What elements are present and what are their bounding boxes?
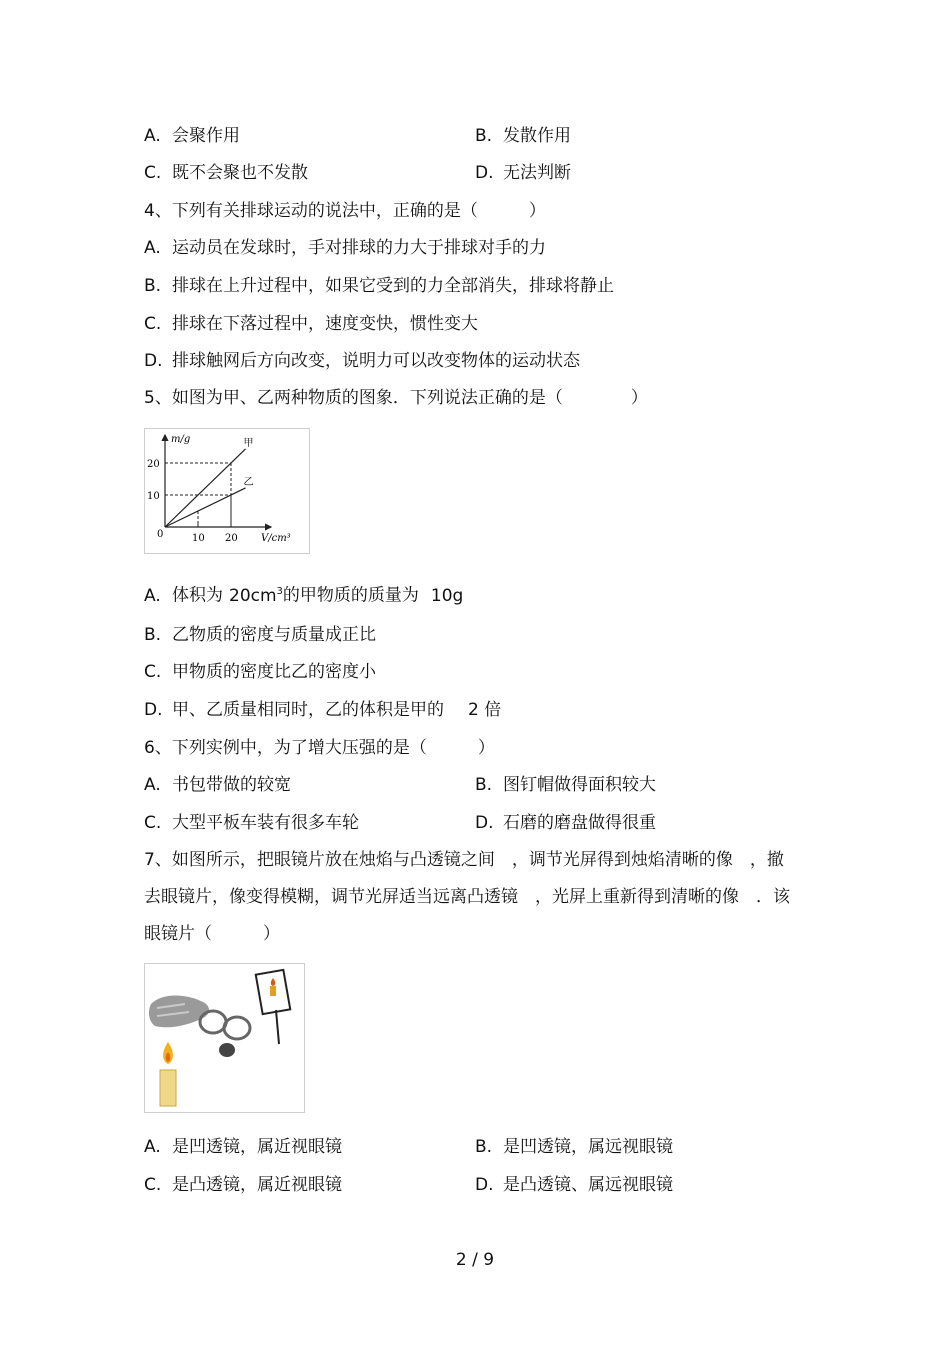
option-text: 的甲物质的质量为 [282,585,419,606]
option-text: 体积为 [172,585,223,606]
q7-stem-line-3: 眼镜片（ ） [144,924,280,944]
q4-option-a [144,237,546,259]
q5-option-a [144,581,463,607]
q5-option-c [144,661,376,683]
candle-image-icon [270,986,276,996]
option-text: 是凸透镜，属近视眼镜 [172,1175,342,1195]
option-text: 大型平板车装有很多车轮 [172,813,359,833]
option-text: 排球在下落过程中，速度变快，惯性变大 [172,314,478,334]
y-tick-label: 10 [147,491,160,502]
q4-option-b [144,275,614,297]
q6-option-c [144,812,359,834]
option-letter: D. [475,1175,494,1195]
candle-icon [160,1070,176,1106]
option-b-row [475,125,571,147]
y-tick-label: 20 [147,459,160,470]
option-text: 是凸透镜、属远视眼镜 [503,1175,673,1195]
candle-lens-screen-figure [144,963,305,1113]
option-letter: C. [144,163,162,183]
option-text: 无法判断 [503,163,571,183]
option-letter: D. [144,351,163,371]
option-letter: C. [144,662,162,682]
option-text: 图钉帽做得面积较大 [503,775,656,795]
origin-label: 0 [157,529,164,540]
option-text: 排球在上升过程中，如果它受到的力全部消失，排球将静止 [172,276,614,296]
q6-option-d [475,812,656,834]
option-letter: C. [144,813,162,833]
option-letter: D. [475,813,494,833]
option-text: 会聚作用 [172,126,240,146]
option-text: 乙物质的密度与质量成正比 [172,625,376,645]
q7-option-b [475,1136,673,1158]
option-letter: C. [144,1175,162,1195]
option-a-row [144,125,240,147]
ratio-value: 2 倍 [468,700,502,720]
q4-option-d [144,350,580,372]
graph-svg [145,429,309,553]
q7-option-c [144,1174,342,1196]
page-number: 2 / 9 [455,1250,495,1270]
option-letter: B. [475,775,493,795]
option-text: 甲物质的密度比乙的密度小 [172,662,376,682]
series-line-1 [165,449,246,527]
series-label: 乙 [243,476,254,488]
option-letter: A. [144,238,161,258]
q5-option-b [144,624,376,646]
option-letter: D. [144,700,163,720]
q5-option-d [144,699,501,721]
q6-option-b [475,774,656,796]
q7-option-d [475,1174,673,1196]
q4-option-c [144,313,478,335]
screen-stand [276,1010,279,1044]
q4-stem: 4、下列有关排球运动的说法中，正确的是（ ） [144,201,546,221]
option-text: 排球触网后方向改变，说明力可以改变物体的运动状态 [172,351,580,371]
q5-stem: 5、如图为甲、乙两种物质的图象．下列说法正确的是（ ） [144,388,648,408]
option-letter: A. [144,585,161,606]
volume-value: 20cm [229,585,277,606]
glasses-lens-left [200,1011,226,1033]
q7-stem-line-1: 7、如图所示，把眼镜片放在烛焰与凸透镜之间 ，调节光屏得到烛焰清晰的像 ，撤 [144,850,784,870]
option-letter: A. [144,126,161,146]
experiment-illustration [145,964,304,1112]
option-text: 是凹透镜，属近视眼镜 [172,1137,342,1157]
option-text: 甲、乙质量相同时，乙的体积是甲的 [172,700,444,720]
glasses-bridge [225,1022,227,1024]
option-text: 石磨的磨盘做得很重 [503,813,656,833]
option-text: 既不会聚也不发散 [172,163,308,183]
option-text: 是凹透镜，属远视眼镜 [503,1137,673,1157]
option-letter: A. [144,1137,161,1157]
x-axis-label: V/cm³ [261,533,291,544]
q7-stem-line-2: 去眼镜片，像变得模糊，调节光屏适当远离凸透镜 ，光屏上重新得到清晰的像 ．该 [144,887,790,907]
x-tick-label: 20 [225,533,238,544]
q6-option-a [144,774,291,796]
series-line-2 [165,488,246,527]
q7-option-a [144,1136,342,1158]
x-tick-label: 10 [192,533,205,544]
option-letter: A. [144,775,161,795]
glasses-lens-right [224,1017,250,1039]
option-letter: D. [475,163,494,183]
option-letter: B. [475,1137,493,1157]
option-text: 发散作用 [503,126,571,146]
y-axis-label: m/g [171,434,191,445]
mass-volume-graph [144,428,310,554]
superscript: 3 [276,586,283,597]
option-letter: B. [144,276,162,296]
option-d-row [475,162,571,184]
option-text: 书包带做的较宽 [172,775,291,795]
option-letter: B. [144,625,162,645]
mass-value: 10g [430,585,464,606]
convex-lens-icon [219,1043,235,1057]
option-letter: C. [144,314,162,334]
option-text: 运动员在发球时，手对排球的力大于排球对手的力 [172,238,546,258]
series-label: 甲 [243,437,254,449]
q6-stem: 6、下列实例中，为了增大压强的是（ ） [144,738,495,758]
option-letter: B. [475,126,493,146]
option-c-row [144,162,308,184]
